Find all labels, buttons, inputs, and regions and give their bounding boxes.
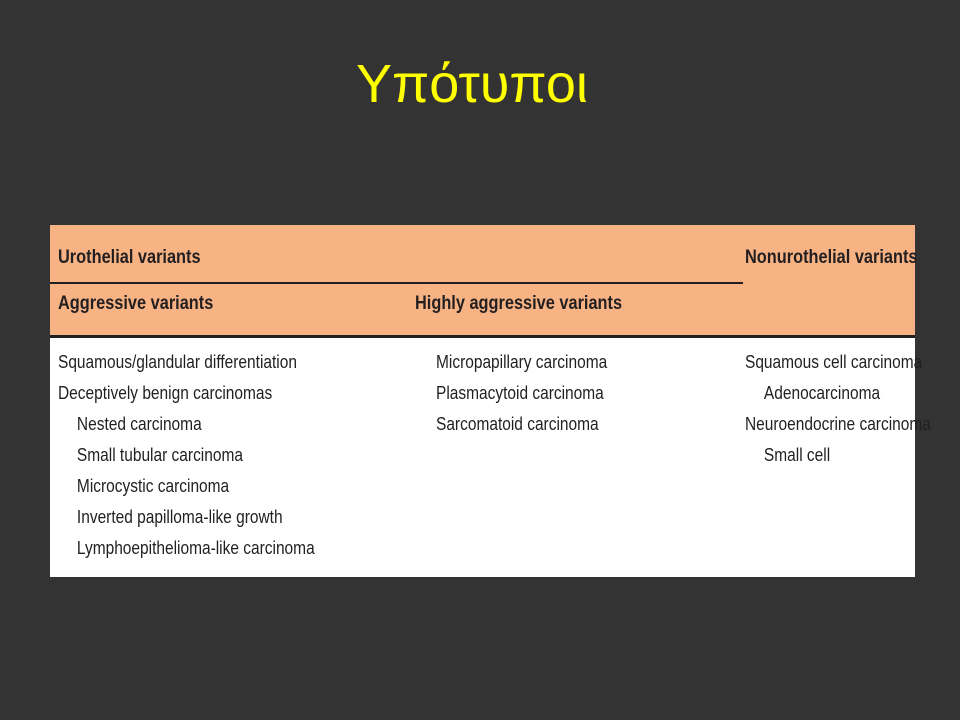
list-item: Plasmacytoid carcinoma: [436, 383, 604, 403]
list-item: Microcystic carcinoma: [76, 476, 230, 496]
list-item: Adenocarcinoma: [763, 383, 881, 403]
list-item: Squamous/glandular differentiation: [58, 352, 297, 372]
header-bottom-rule: [50, 335, 915, 338]
header-aggressive-variants: Aggressive variants: [58, 293, 214, 314]
list-item: Nested carcinoma: [76, 414, 202, 434]
header-urothelial-variants: Urothelial variants: [58, 247, 201, 268]
highly-aggressive-variants-list: [436, 347, 635, 440]
header-nonurothelial-variants: Nonurothelial variants: [745, 247, 918, 268]
header-highly-aggressive-variants: Highly aggressive variants: [415, 293, 623, 314]
slide-title: Υπότυποι: [356, 54, 588, 114]
list-item: Small cell: [763, 445, 831, 465]
list-item: Small tubular carcinoma: [76, 445, 243, 465]
header-divider: [50, 282, 743, 284]
aggressive-variants-list: [58, 347, 356, 564]
list-item: Deceptively benign carcinomas: [58, 383, 273, 403]
list-item: Neuroendocrine carcinoma: [745, 414, 931, 434]
nonurothelial-variants-list: [745, 347, 960, 471]
list-item: Micropapillary carcinoma: [436, 352, 608, 372]
variants-table: [50, 225, 931, 577]
list-item: Sarcomatoid carcinoma: [436, 414, 599, 434]
table-header: [50, 225, 918, 336]
list-item: Lymphoepithelioma-like carcinoma: [76, 538, 315, 558]
list-item: Inverted papilloma-like growth: [76, 507, 283, 527]
list-item: Squamous cell carcinoma: [745, 352, 923, 372]
